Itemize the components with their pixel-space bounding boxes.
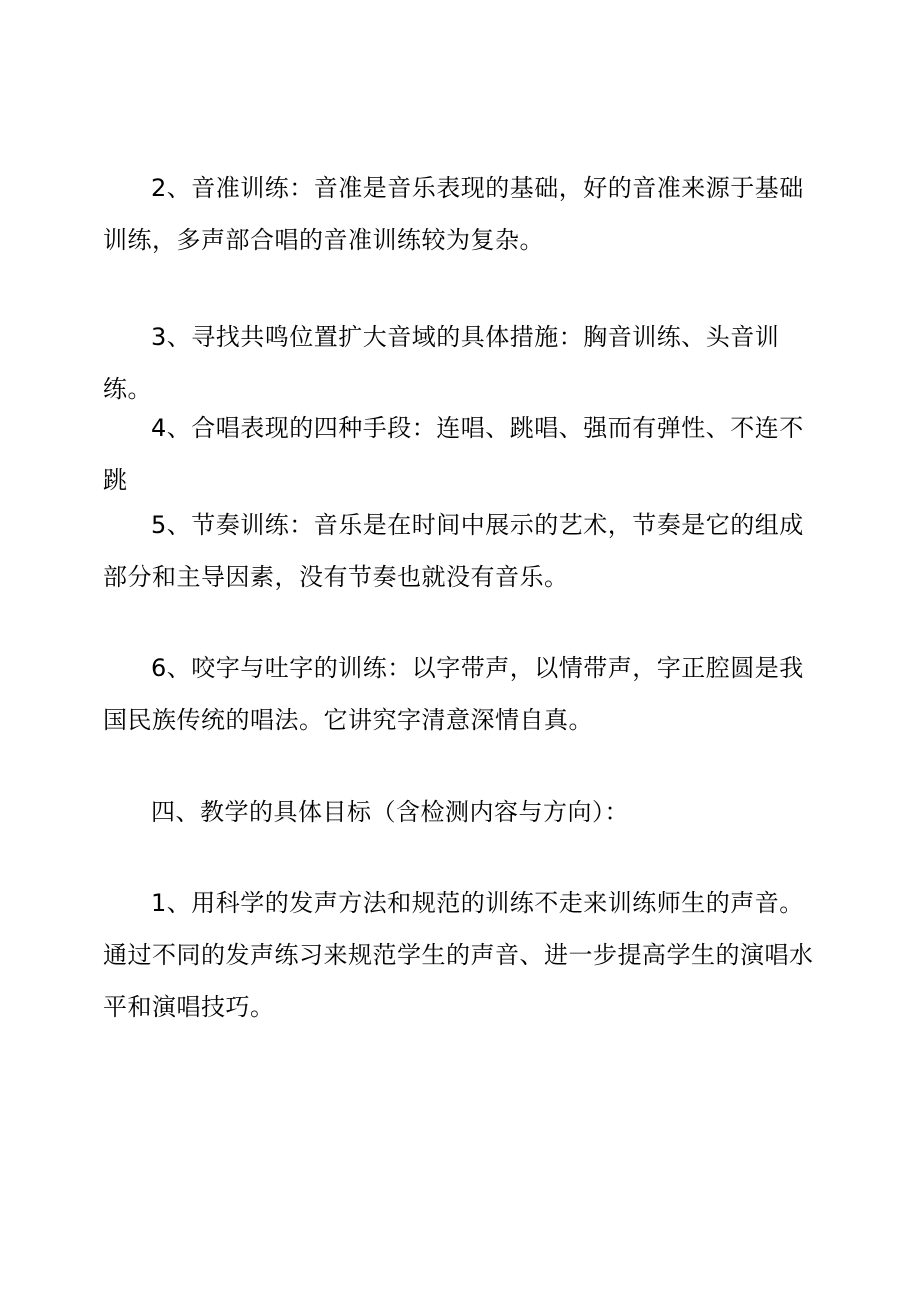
paragraph-goal-1: 1、用科学的发声方法和规范的训练不走来训练师生的声音。通过不同的发声练习来规范学生的声音、进一步提高学生的演唱水平和演唱技巧。: [103, 889, 814, 1021]
paragraph-diction-training: 6、咬字与吐字的训练：以字带声，以情带声，字正腔圆是我国民族传统的唱法。它讲究字清意深情自真。: [103, 654, 804, 734]
paragraph-pitch-training: 2、音准训练：音准是音乐表现的基础，好的音准来源于基础训练，多声部合唱的音准训练较为复杂。: [103, 174, 804, 254]
paragraph-resonance-range: 3、寻找共鸣位置扩大音域的具体措施：胸音训练、头音训练。: [103, 323, 780, 403]
paragraph-rhythm-training: 5、节奏训练：音乐是在时间中展示的艺术，节奏是它的组成部分和主导因素，没有节奏也就没有音乐。: [103, 511, 804, 591]
section-heading-teaching-goals: 四、教学的具体目标（含检测内容与方向）：: [151, 798, 629, 826]
paragraph-choral-expression: 4、合唱表现的四种手段：连唱、跳唱、强而有弹性、不连不跳: [103, 414, 804, 494]
